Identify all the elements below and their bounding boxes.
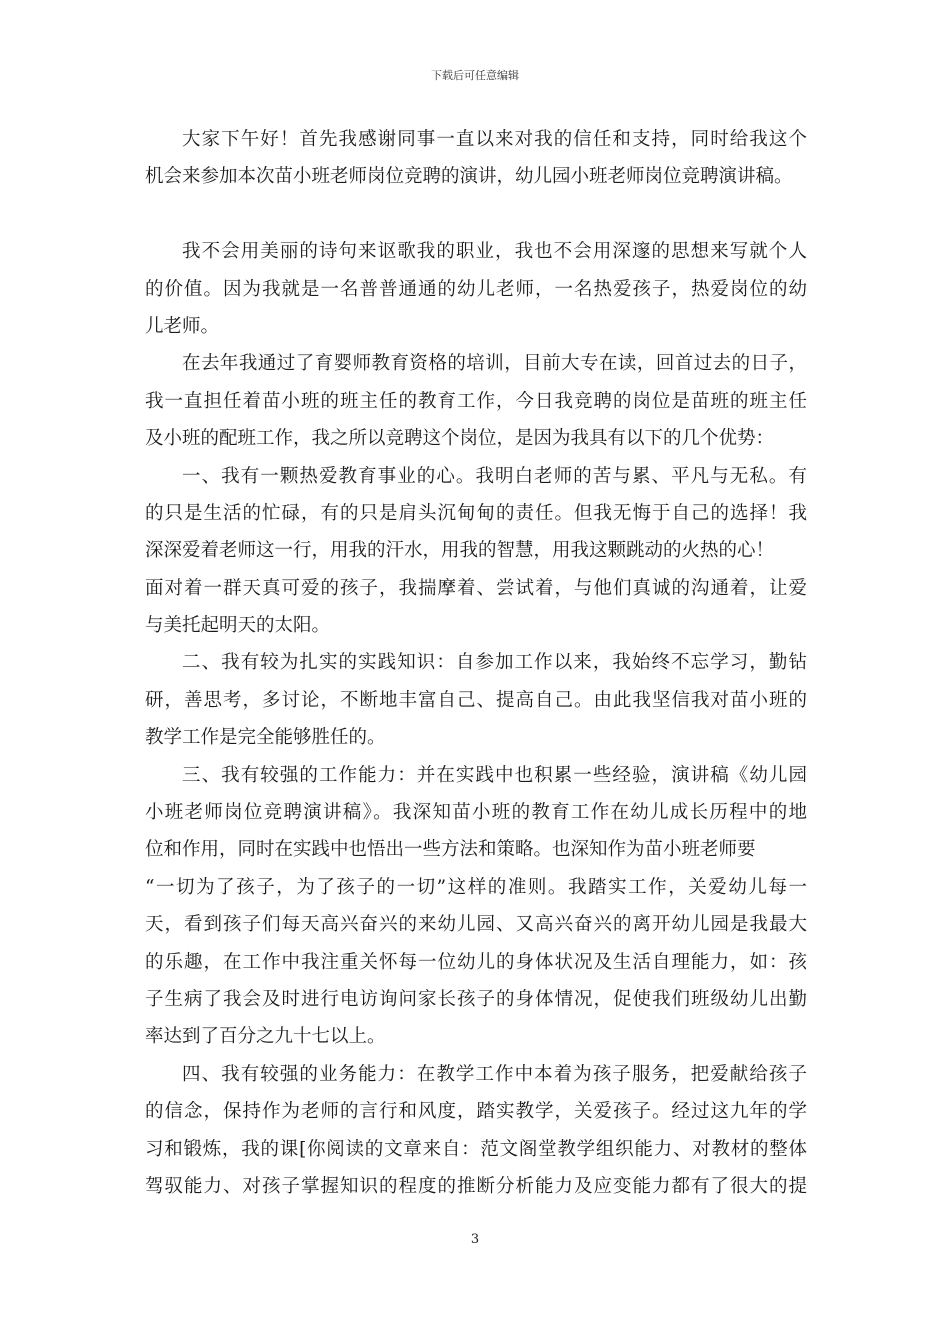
document-body <box>145 121 807 1205</box>
paragraph <box>145 1056 807 1206</box>
text-line: 二、我有较为扎实的实践知识：自参加工作以来，我始终不忘学习，勤钻 <box>182 652 807 674</box>
text-line: 四、我有较强的业务能力：在教学工作中本着为孩子服务，把爱献给孩子 <box>182 1063 807 1085</box>
paragraph <box>145 345 807 457</box>
paragraph <box>145 757 807 1056</box>
text-line: 儿老师。 <box>145 315 220 337</box>
text-line: 的只是生活的忙碌，有的只是肩头沉甸甸的责任。但我无悔于自己的选择！我 <box>145 502 807 524</box>
text-line: 大家下午好！首先我感谢同事一直以来对我的信任和支持，同时给我这个 <box>182 129 807 150</box>
text-line: 位和作用，同时在实践中也悟出一些方法和策略。也深知作为苗小班老师要 <box>145 839 756 861</box>
text-line: 率达到了百分之九十七以上。 <box>145 1026 386 1048</box>
text-line: 小班老师岗位竞聘演讲稿》。我深知苗小班的教育工作在幼儿成长历程中的地 <box>145 802 807 824</box>
text-line: 与美托起明天的太阳。 <box>145 615 331 637</box>
text-line: “一切为了孩子，为了孩子的一切”这样的准则。我踏实工作，关爱幼儿每一 <box>145 876 807 898</box>
text-line: 我不会用美丽的诗句来讴歌我的职业，我也不会用深邃的思想来写就个人 <box>182 241 807 263</box>
text-line: 的价值。因为我就是一名普普通通的幼儿老师，一名热爱孩子，热爱岗位的幼 <box>145 278 807 300</box>
text-line: 的乐趣，在工作中我注重关怀每一位幼儿的身体状况及生活自理能力，如：孩 <box>145 951 807 973</box>
text-line: 深深爱着老师这一行，用我的汗水，用我的智慧，用我这颗跳动的火热的心！ <box>145 540 775 562</box>
text-line: 在去年我通过了育婴师教育资格的培训，目前大专在读，回首过去的日子， <box>182 353 807 375</box>
text-line: 面对着一群天真可爱的孩子，我揣摩着、尝试着，与他们真诚的沟通着，让爱 <box>145 577 807 599</box>
text-line: 机会来参加本次苗小班老师岗位竞聘的演讲，幼儿园小班老师岗位竞聘演讲稿。 <box>145 166 793 188</box>
blank-line <box>145 196 807 233</box>
text-line: 研，善思考，多讨论，不断地丰富自己、提高自己。由此我坚信我对苗小班的 <box>145 689 807 711</box>
page-number: 3 <box>470 1232 480 1247</box>
text-line: 习和锻炼，我的课[你阅读的文章来自：范文阁堂教学组织能力、对教材的整体 <box>145 1138 807 1160</box>
paragraph <box>145 644 807 756</box>
text-line: 的信念，保持作为老师的言行和风度，踏实教学，关爱孩子。经过这九年的学 <box>145 1101 807 1123</box>
text-line: 一、我有一颗热爱教育事业的心。我明白老师的苦与累、平凡与无私。有 <box>182 465 807 487</box>
text-line: 我一直担任着苗小班的班主任的教育工作，今日我竞聘的岗位是苗班的班主任 <box>145 390 807 412</box>
text-line: 三、我有较强的工作能力：并在实践中也积累一些经验，演讲稿《幼儿园 <box>182 764 807 786</box>
text-line: 天，看到孩子们每天高兴奋兴的来幼儿园、又高兴奋兴的离开幼儿园是我最大 <box>145 914 807 936</box>
text-line: 教学工作是完全能够胜任的。 <box>145 727 386 749</box>
page-header: 下载后可任意编辑 <box>431 69 519 82</box>
paragraph <box>145 458 807 645</box>
paragraph <box>145 233 807 345</box>
text-line: 子生病了我会及时进行电访询问家长孩子的身体情况，促使我们班级幼儿出勤 <box>145 988 807 1010</box>
text-line: 及小班的配班工作，我之所以竞聘这个岗位，是因为我具有以下的几个优势： <box>145 428 775 450</box>
paragraph <box>145 121 807 196</box>
text-line: 驾驭能力、对孩子掌握知识的程度的推断分析能力及应变能力都有了很大的提 <box>145 1175 807 1197</box>
